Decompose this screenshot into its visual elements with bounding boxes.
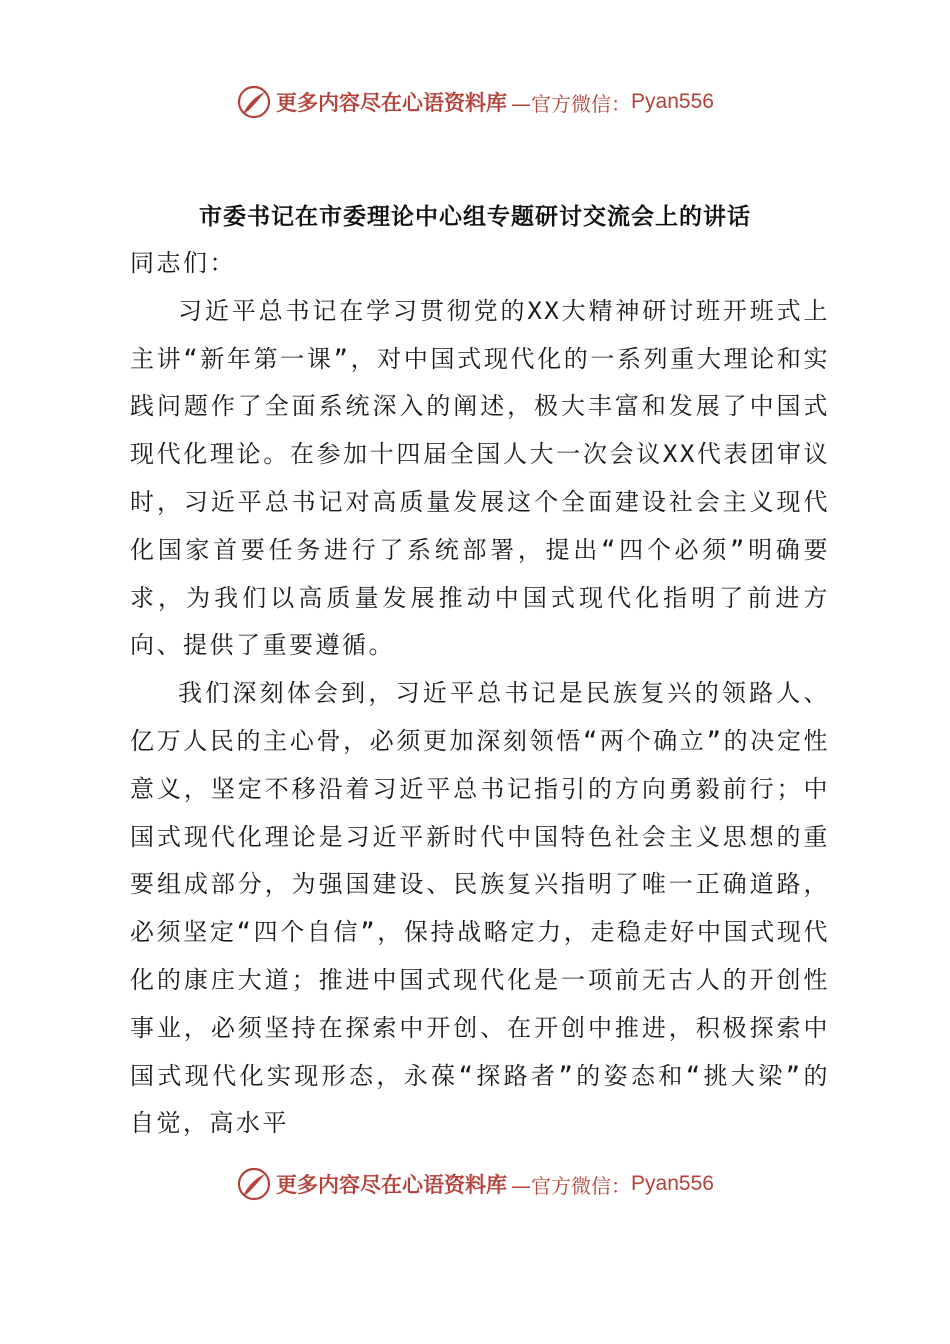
paragraph: 我们深刻体会到，习近平总书记是民族复兴的领路人、亿万人民的主心骨，必须更加深刻领悟“两个确立”的决定性意义，坚定不移沿着习近平总书记指引的方向勇毅前行；中国式现代化理论是习近平新时代中国特色社会主义思想的重要组成部分，为强国建设、民族复兴指明了唯一正确道路，必须坚定“四个自信”，保持战略定力，走稳走好中国式现代化的康庄大道；推进中国式现代化是一项前无古人的开创性事业，必须坚持在探索中开创、在开创中推进，积极探索中国式现代化实现形态，永葆“探路者”的姿态和“挑大梁”的自觉，高水平 — [130, 679, 830, 1138]
banner-main-text: 更多内容尽在心语资料库 — [276, 90, 508, 115]
footer-sub-text: —官方微信： — [511, 1173, 632, 1198]
page-title: 市委书记在市委理论中心组专题研讨交流会上的讲话 — [199, 204, 751, 230]
header-banner — [0, 82, 950, 122]
footer-banner — [0, 1164, 950, 1204]
salutation: 同志们： — [130, 249, 236, 277]
footer-wechat-id: Pyan556 — [631, 1172, 714, 1195]
quill-pen-logo-icon — [236, 84, 272, 120]
quill-pen-logo-icon — [236, 1166, 272, 1202]
paragraph: 习近平总书记在学习贯彻党的XX大精神研讨班开班式上主讲“新年第一课”，对中国式现代化的一系列重大理论和实践问题作了全面系统深入的阐述，极大丰富和发展了中国式现代化理论。在参加十四届全国人大一次会议XX代表团审议时，习近平总书记对高质量发展这个全面建设社会主义现代化国家首要任务进行了系统部署，提出“四个必须”明确要求，为我们以高质量发展推动中国式现代化指明了前进方向、提供了重要遵循。 — [130, 296, 830, 660]
banner-sub-text: —官方微信： — [511, 91, 632, 116]
document-body — [130, 240, 830, 1148]
banner-wechat-id: Pyan556 — [631, 90, 714, 113]
footer-main-text: 更多内容尽在心语资料库 — [276, 1172, 508, 1197]
